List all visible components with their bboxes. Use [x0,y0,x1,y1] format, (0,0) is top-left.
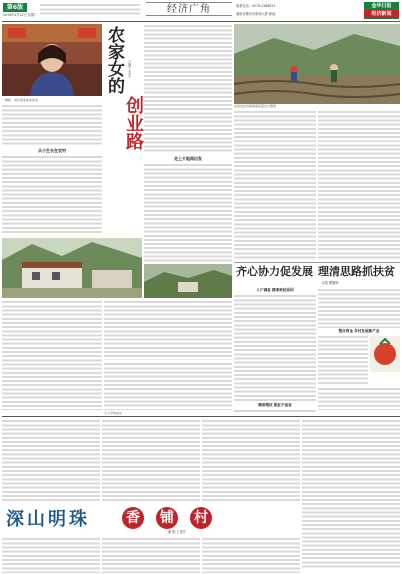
right-body-6 [318,387,400,410]
column-title: 经济广角 [167,4,211,15]
feature-body-3 [144,24,232,154]
portrait-photo [2,24,102,96]
banner-left-text: 深山明珠 [6,509,90,530]
feature-subhead-1: 从小生长在农村 [38,148,66,153]
masthead-text-left [40,3,140,15]
right-article-rule-top [234,262,400,263]
brand-logo [364,2,399,19]
feature-body-4 [144,163,232,263]
feature-body-6 [104,300,232,360]
bottom-body-4 [302,419,400,569]
bottom-banner [2,503,300,535]
brand-subname: 经济新闻 [364,10,399,18]
feature-title-part1: 农家女的 [104,26,124,94]
banner-seals [122,507,232,531]
feature-body-2 [2,155,102,235]
right-subhead-3: 整合资金 多村发展新产业 [338,329,380,333]
date-line: 2016年4月12日 星期二 [3,13,38,17]
bottom-body-6 [102,537,200,573]
seal-char-1: 香 [122,507,144,529]
farm-photo [144,264,232,298]
right-headline-a: 齐心协力促发展 [236,265,313,278]
right-body-4 [318,288,400,328]
product-photo [370,336,400,372]
bottom-body-2 [102,419,200,501]
brand-name: 金华日报 [371,3,392,9]
right-subhead-1: 人户调查 摸准致贫原因 [256,288,294,292]
caption-bottom: 王小平的农庄 [104,411,123,415]
masthead-rule [2,21,400,22]
right-byline: 本报 柳耀林 [321,281,339,285]
bottom-body-7 [202,537,300,573]
field-photo [234,24,400,104]
feature-title-accent [123,96,143,216]
right-body-2 [318,110,400,260]
caption-top: 一维政：返乡创业的农家女 [2,98,39,102]
right-body-3 [234,294,316,402]
feature-byline: 文/图 王小平 [127,60,132,79]
column-title-box [146,2,232,16]
banner-byline: 谢 明 王进升 [168,530,186,534]
bottom-body-1 [2,419,100,501]
bottom-body-3 [202,419,300,501]
bottom-body-5 [2,537,100,573]
feature-body-7 [104,362,232,410]
right-subhead-2: 精准帮扶 脱贫不返贫 [258,403,292,407]
feature-body-5 [2,300,102,410]
seal-char-2: 铺 [156,507,178,529]
seal-char-3: 村 [190,507,212,529]
feature-subhead-2: 走上大地再出发 [174,156,202,161]
address-line: 湖南省郴州市新闻大厦 邮编 [236,12,276,16]
feature-title-part2: 创业路 [123,96,144,150]
right-body-5 [318,335,368,385]
bottom-rule [2,416,400,417]
right-headline-b: 理清思路抓扶贫 [318,265,395,278]
masthead [0,0,402,22]
right-body-7 [234,409,316,413]
feature-body-1 [2,104,102,146]
village-photo [2,238,142,298]
caption-mid: 农家女在田间查看菜苗生长情况 [234,104,277,108]
info-line: 联系电话：0579-2386822 [236,4,276,8]
page-badge: 第6版 [3,3,27,12]
right-body-1 [234,110,316,260]
